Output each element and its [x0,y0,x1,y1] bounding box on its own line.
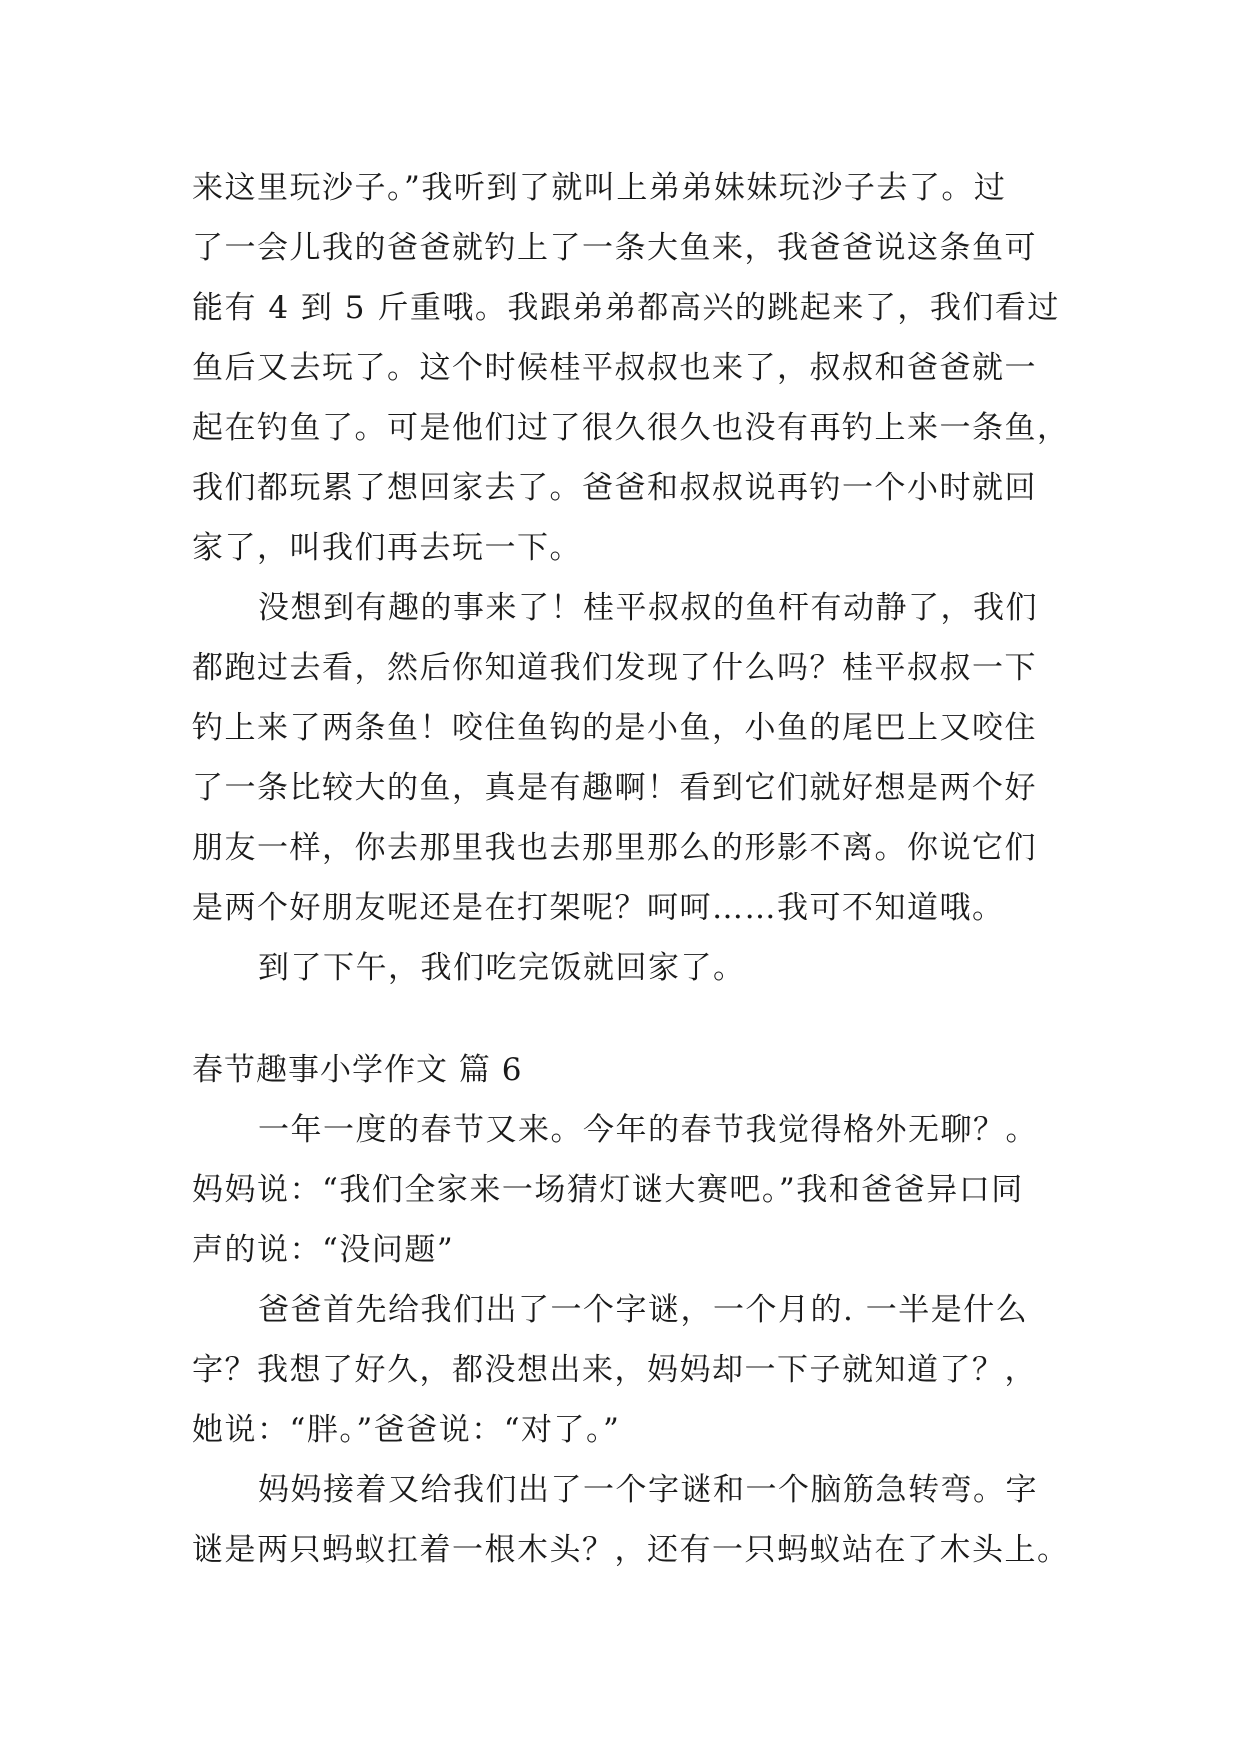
paragraph-line: 声的说：“没问题” [192,1232,455,1268]
paragraph-line: 钓上来了两条鱼！咬住鱼钩的是小鱼，小鱼的尾巴上又咬住 [192,710,1037,746]
essay-title: 春节趣事小学作文 篇 6 [192,1052,523,1088]
paragraph-line: 了一条比较大的鱼，真是有趣啊！看到它们就好想是两个好 [192,770,1037,806]
paragraph-line: 鱼后又去玩了。这个时候桂平叔叔也来了，叔叔和爸爸就一 [192,350,1037,386]
paragraph-line: 都跑过去看，然后你知道我们发现了什么吗？桂平叔叔一下 [192,650,1037,686]
paragraph-line: 没想到有趣的事来了！桂平叔叔的鱼杆有动静了，我们 [258,590,1038,626]
paragraph-line: 爸爸首先给我们出了一个字谜，一个月的. 一半是什么 [258,1292,1029,1328]
paragraph-line: 她说：“胖。”爸爸说：“对了。” [192,1412,621,1448]
essay-section-6 [192,1040,1070,1580]
paragraph-line: 字？我想了好久，都没想出来，妈妈却一下子就知道了？， [192,1352,1037,1388]
paragraph-line: 一年一度的春节又来。今年的春节我觉得格外无聊？。 [258,1112,1038,1148]
essay-section-continued [192,158,1070,998]
paragraph-line: 来这里玩沙子。”我听到了就叫上弟弟妹妹玩沙子去了。过 [192,170,1007,206]
paragraph-line: 到了下午，我们吃完饭就回家了。 [258,950,746,986]
paragraph-line: 起在钓鱼了。可是他们过了很久很久也没有再钓上来一条鱼， [192,410,1070,446]
paragraph-line: 家了，叫我们再去玩一下。 [192,530,582,566]
paragraph-line: 了一会儿我的爸爸就钓上了一条大鱼来，我爸爸说这条鱼可 [192,230,1037,266]
paragraph-line: 我们都玩累了想回家去了。爸爸和叔叔说再钓一个小时就回 [192,470,1037,506]
paragraph-line: 是两个好朋友呢还是在打架呢？呵呵……我可不知道哦。 [192,890,1005,926]
paragraph-line: 妈妈说：“我们全家来一场猜灯谜大赛吧。”我和爸爸异口同 [192,1172,1024,1208]
paragraph-line: 妈妈接着又给我们出了一个字谜和一个脑筋急转弯。字 [258,1472,1038,1508]
paragraph-line: 能有 4 到 5 斤重哦。我跟弟弟都高兴的跳起来了，我们看过 [192,290,1060,326]
paragraph-line: 谜是两只蚂蚁扛着一根木头？，还有一只蚂蚁站在了木头上。 [192,1532,1070,1568]
paragraph-line: 朋友一样，你去那里我也去那里那么的形影不离。你说它们 [192,830,1037,866]
